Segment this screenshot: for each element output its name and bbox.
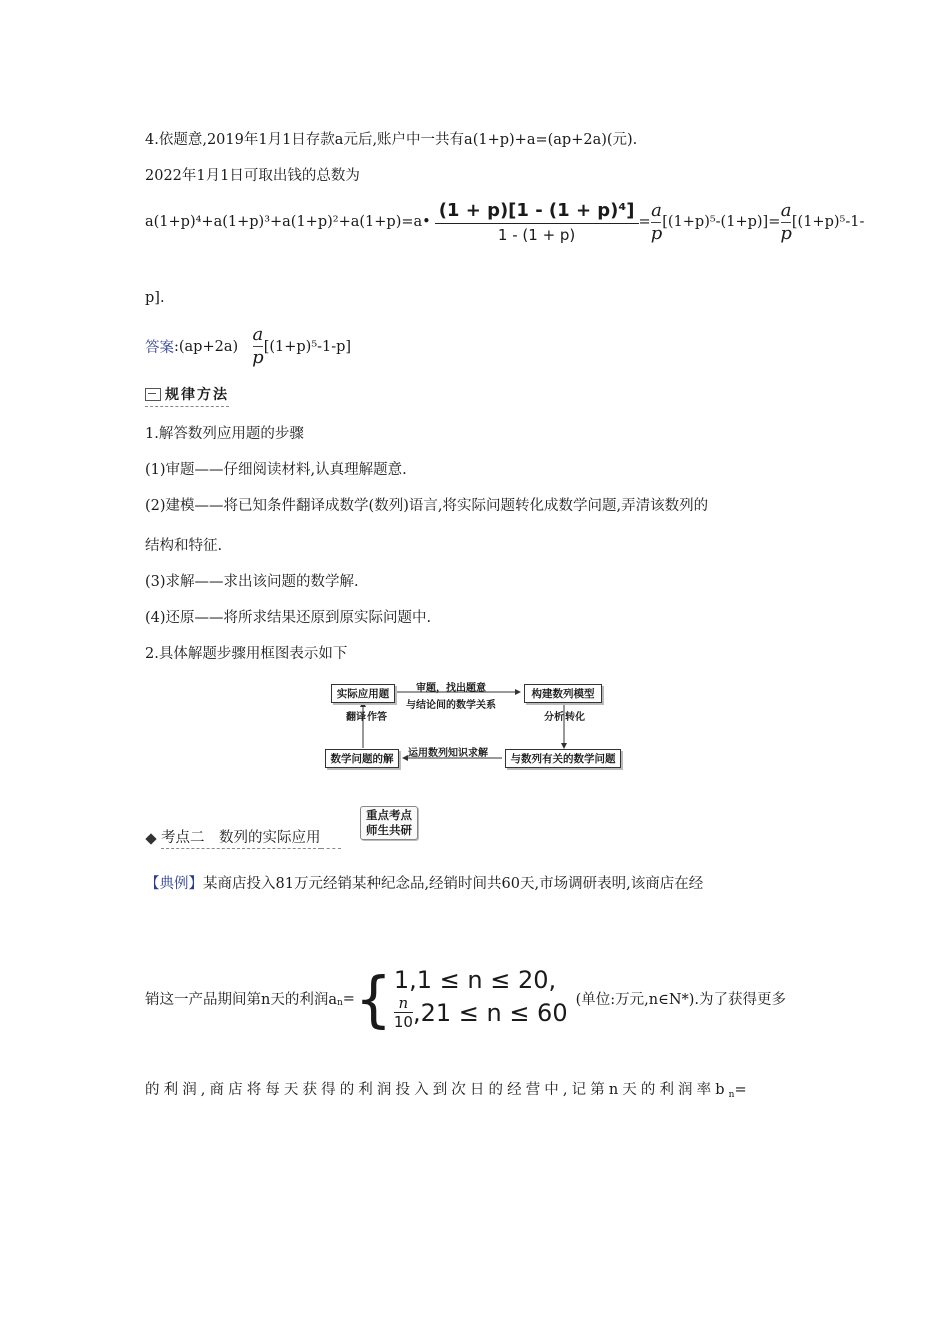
piece-case-1: 1,1 ≤ n ≤ 20, [393, 966, 557, 994]
box-build-model: 构建数列模型 [524, 684, 602, 703]
kaodian-badge-line1: 重点考点 [366, 808, 412, 822]
fraction-a-over-p-2 [780, 199, 792, 244]
method-title: 1.解答数列应用题的步骤 [145, 426, 304, 442]
subscript-n-b: n [728, 1090, 735, 1100]
method-title-2: 2.具体解题步骤用框图表示如下 [145, 646, 348, 662]
fraction-p: p [780, 222, 792, 244]
example-equals: = [342, 990, 355, 1007]
method-step-3: (3)求解——求出该问题的数学解. [145, 574, 359, 590]
kaodian-badge [360, 806, 418, 840]
fraction-1-denominator: 1 - (1 + p) [497, 226, 576, 244]
method-badge: 规律方法 [165, 387, 229, 403]
answer-tail: [(1+p)⁵-1-p] [263, 338, 352, 355]
method-step-4: (4)还原——将所求结果还原到原实际问题中. [145, 610, 432, 626]
piece-case-2-rest: ,21 ≤ n ≤ 60 [412, 998, 568, 1027]
piece-case-2-den: 10 [393, 1013, 413, 1031]
method-step-2-cont: 结构和特征. [145, 538, 223, 554]
method-step-1: (1)审题——仔细阅读材料,认真理解题意. [145, 462, 407, 478]
piece-case-2 [394, 994, 568, 1031]
piecewise-brace: { [354, 962, 392, 1035]
example-text-3: 的利润,商店将每天获得的利润投入到次日的经营中,记第n天的利润率b [145, 1082, 729, 1098]
fraction-a: a [780, 199, 792, 221]
formula-continued: p]. [145, 290, 165, 306]
flow-diagram [330, 682, 622, 772]
answer-line [145, 326, 351, 367]
label-bottom: 运用数列知识求解 [408, 748, 488, 759]
formula-tail: [(1+p)⁵-1- [791, 214, 865, 230]
fraction-p: p [650, 222, 663, 244]
formula-lhs: a(1+p)⁴+a(1+p)³+a(1+p)²+a(1+p)=a• [145, 214, 431, 230]
equals-2: = [768, 214, 781, 230]
fraction-a-over-p-1 [650, 199, 663, 244]
answer-label: 答案 [145, 340, 174, 356]
example-text-1: 某商店投入81万元经销某种纪念品,经销时间共60天,市场调研表明,该商店在经 [203, 876, 704, 892]
answer-fraction [252, 326, 264, 367]
example-text-2-pre: 销这一产品期间第n天的利润a [145, 992, 337, 1008]
fraction-1-numerator: (1 + p)[1 - (1 + p)⁴] [438, 200, 635, 221]
example-tag: 【典例】 [145, 876, 203, 892]
piece-case-2-num: n [398, 994, 409, 1012]
answer-fraction-a: a [252, 324, 264, 345]
box-math-solution: 数学问题的解 [325, 749, 399, 768]
kaodian-header [145, 826, 341, 849]
method-section-header [145, 384, 229, 407]
pencil-icon [145, 388, 161, 401]
para-2: 2022年1月1日可取出钱的总数为 [145, 168, 360, 184]
para-1: 4.依题意,2019年1月1日存款a元后,账户中一共有a(1+p)+a=(ap+2a)(元). [145, 132, 638, 148]
box-sequence-problem: 与数列有关的数学问题 [505, 749, 621, 768]
box-practical-problem: 实际应用题 [331, 684, 395, 703]
label-left-a: 翻译 [346, 712, 366, 723]
formula-mid: [(1+p)⁵-(1+p)] [662, 214, 769, 230]
label-right-b: 转化 [565, 712, 585, 723]
example-text-2-post: (单位:万元,n∈N*).为了获得更多 [575, 992, 787, 1008]
answer-fraction-p: p [252, 347, 264, 368]
label-right-a: 分析 [544, 712, 564, 723]
kaodian-title: 考点二 数列的实际应用 [161, 826, 321, 849]
sum-formula [145, 200, 864, 244]
fraction-1 [435, 200, 639, 244]
equals-1: = [638, 214, 651, 230]
kaodian-badge-line2: 师生共研 [366, 823, 412, 837]
example-line-3 [145, 1078, 747, 1099]
diamond-icon [145, 833, 156, 844]
piece-case-2-fraction [394, 994, 413, 1031]
fraction-a: a [651, 199, 662, 221]
label-left-b: 作答 [367, 712, 387, 723]
label-top-below: 与结论间的数学关系 [406, 700, 496, 711]
example-text-3-end: = [734, 1082, 747, 1098]
example-line-2 [145, 962, 787, 1035]
label-top-above: 审题，找出题意 [416, 683, 486, 694]
method-step-2: (2)建模——将已知条件翻译成数学(数列)语言,将实际问题转化成数学问题,弄清该数列的 [145, 498, 709, 514]
piecewise-cases [394, 966, 568, 1031]
subscript-n: n [336, 997, 343, 1008]
answer-value: :(ap+2a) [174, 338, 239, 355]
example-line-1 [145, 872, 703, 893]
